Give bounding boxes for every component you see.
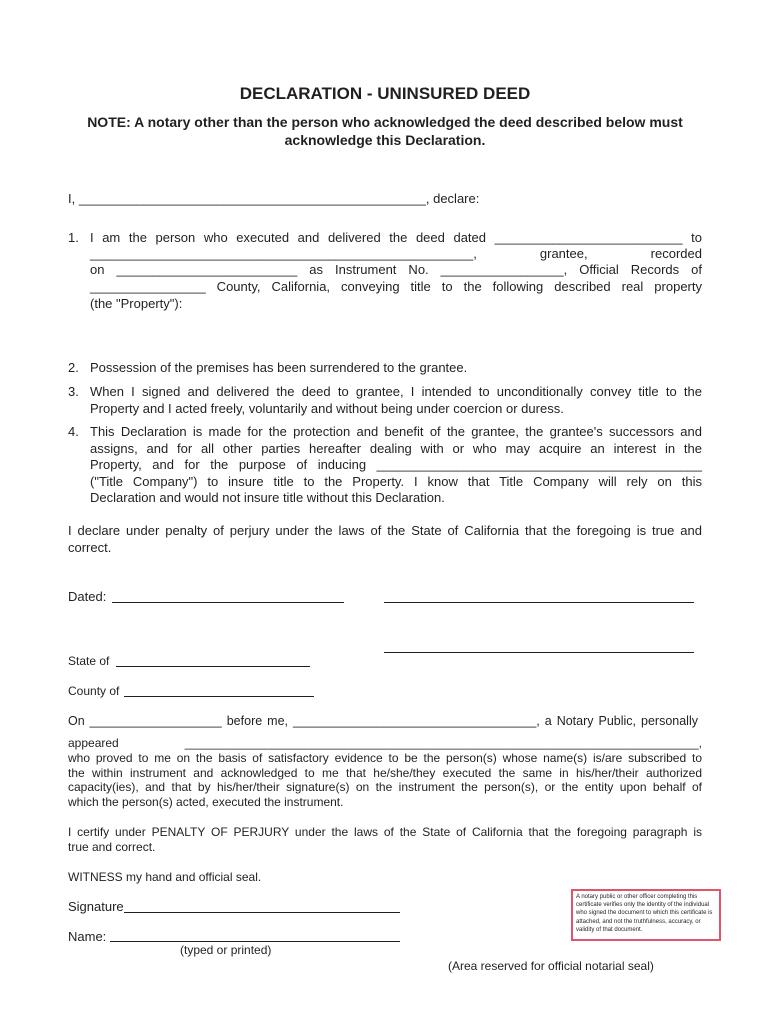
- signature-label: Signature: [68, 899, 124, 914]
- appeared-line-4: capacity(ies), and that by his/her/their signature(s) on the instrument the person(s), or the entity upon behalf of: [68, 780, 702, 794]
- item-3-number: 3.: [68, 384, 79, 399]
- item-4-line-4: ("Title Company") to insure title to the Property. I know that Title Company will rely on this: [90, 474, 702, 489]
- perjury-line-1: I declare under penalty of perjury under the laws of the State of California that the foregoing is true and: [68, 523, 702, 538]
- item-1-line-5: (the "Property"):: [90, 296, 183, 311]
- notary-disclaimer-text: A notary public or other officer completing this certificate verifies only the identity of the individual who signed the document to which this certificate is attached, and not the truthfulness, accuracy, or validity of that document.: [576, 894, 713, 933]
- dated-field[interactable]: [112, 602, 344, 603]
- appeared-line-1: appeared _____________________________________________________________________________,: [68, 736, 702, 750]
- notary-name-line[interactable]: [110, 941, 400, 942]
- county-field[interactable]: [124, 696, 314, 697]
- dated-label: Dated:: [68, 589, 107, 604]
- declarant-line: I, ________________________________________________, declare:: [68, 191, 480, 206]
- item-3-line-2: Property and I acted freely, voluntarily and without being under coercion or duress.: [90, 401, 564, 416]
- item-1-number: 1.: [68, 230, 79, 245]
- state-field[interactable]: [116, 666, 310, 667]
- item-2-line-1: Possession of the premises has been surrendered to the grantee.: [90, 360, 468, 375]
- perjury-line-2: correct.: [68, 540, 112, 555]
- notary-note: NOTE: A notary other than the person who acknowledged the deed described below must acknowledge this Declaration.: [87, 114, 683, 148]
- item-3-line-1: When I signed and delivered the deed to grantee, I intended to unconditionally convey title to the: [90, 384, 702, 399]
- document-title: DECLARATION - UNINSURED DEED: [239, 84, 531, 103]
- appeared-line-5: which the person(s) acted, executed the instrument.: [68, 795, 344, 809]
- certify-line-1: I certify under PENALTY OF PERJURY under the laws of the State of California that the foregoing paragraph is: [68, 825, 702, 839]
- item-4-line-2: assigns, and for all other parties hereafter dealing with or who may acquire an interest in the: [90, 441, 702, 456]
- item-4-number: 4.: [68, 424, 79, 439]
- notary-on-line: On ___________________ before me, ___________________________________, a Notary Public, personally: [68, 714, 698, 728]
- declarant-name-line[interactable]: [384, 652, 694, 653]
- item-4-line-5: Declaration and would not insure title without this Declaration.: [90, 490, 445, 505]
- typed-or-printed-caption: (typed or printed): [180, 943, 272, 957]
- declarant-signature-line[interactable]: [384, 602, 694, 603]
- state-label: State of: [68, 654, 110, 668]
- county-label: County of: [68, 684, 120, 698]
- seal-area-caption: (Area reserved for official notarial seal): [448, 959, 654, 973]
- item-4-line-1: This Declaration is made for the protection and benefit of the grantee, the grantee's successors and: [90, 424, 702, 439]
- item-4-line-3: Property, and for the purpose of inducing _____________________________________________: [90, 457, 702, 472]
- certify-line-2: true and correct.: [68, 840, 156, 854]
- notary-signature-line[interactable]: [124, 912, 400, 913]
- witness-text: WITNESS my hand and official seal.: [68, 870, 262, 884]
- item-1-line-3: on _________________________ as Instrument No. _________________, Official Records of: [90, 262, 702, 277]
- item-2-number: 2.: [68, 360, 79, 375]
- item-1-line-2: _____________________________________________________, grantee, recorded: [90, 246, 702, 261]
- name-label: Name:: [68, 929, 107, 944]
- notary-disclaimer-box: [571, 889, 721, 941]
- appeared-line-2: who proved to me on the basis of satisfactory evidence to be the person(s) whose name(s) is/are subscribed to: [68, 751, 702, 765]
- item-1-line-1: I am the person who executed and delivered the deed dated __________________________ to: [90, 230, 702, 245]
- item-1-line-4: ________________ County, California, conveying title to the following described real property: [90, 279, 702, 294]
- appeared-line-3: the within instrument and acknowledged to me that he/she/they executed the same in his/her/their authorized: [68, 766, 702, 780]
